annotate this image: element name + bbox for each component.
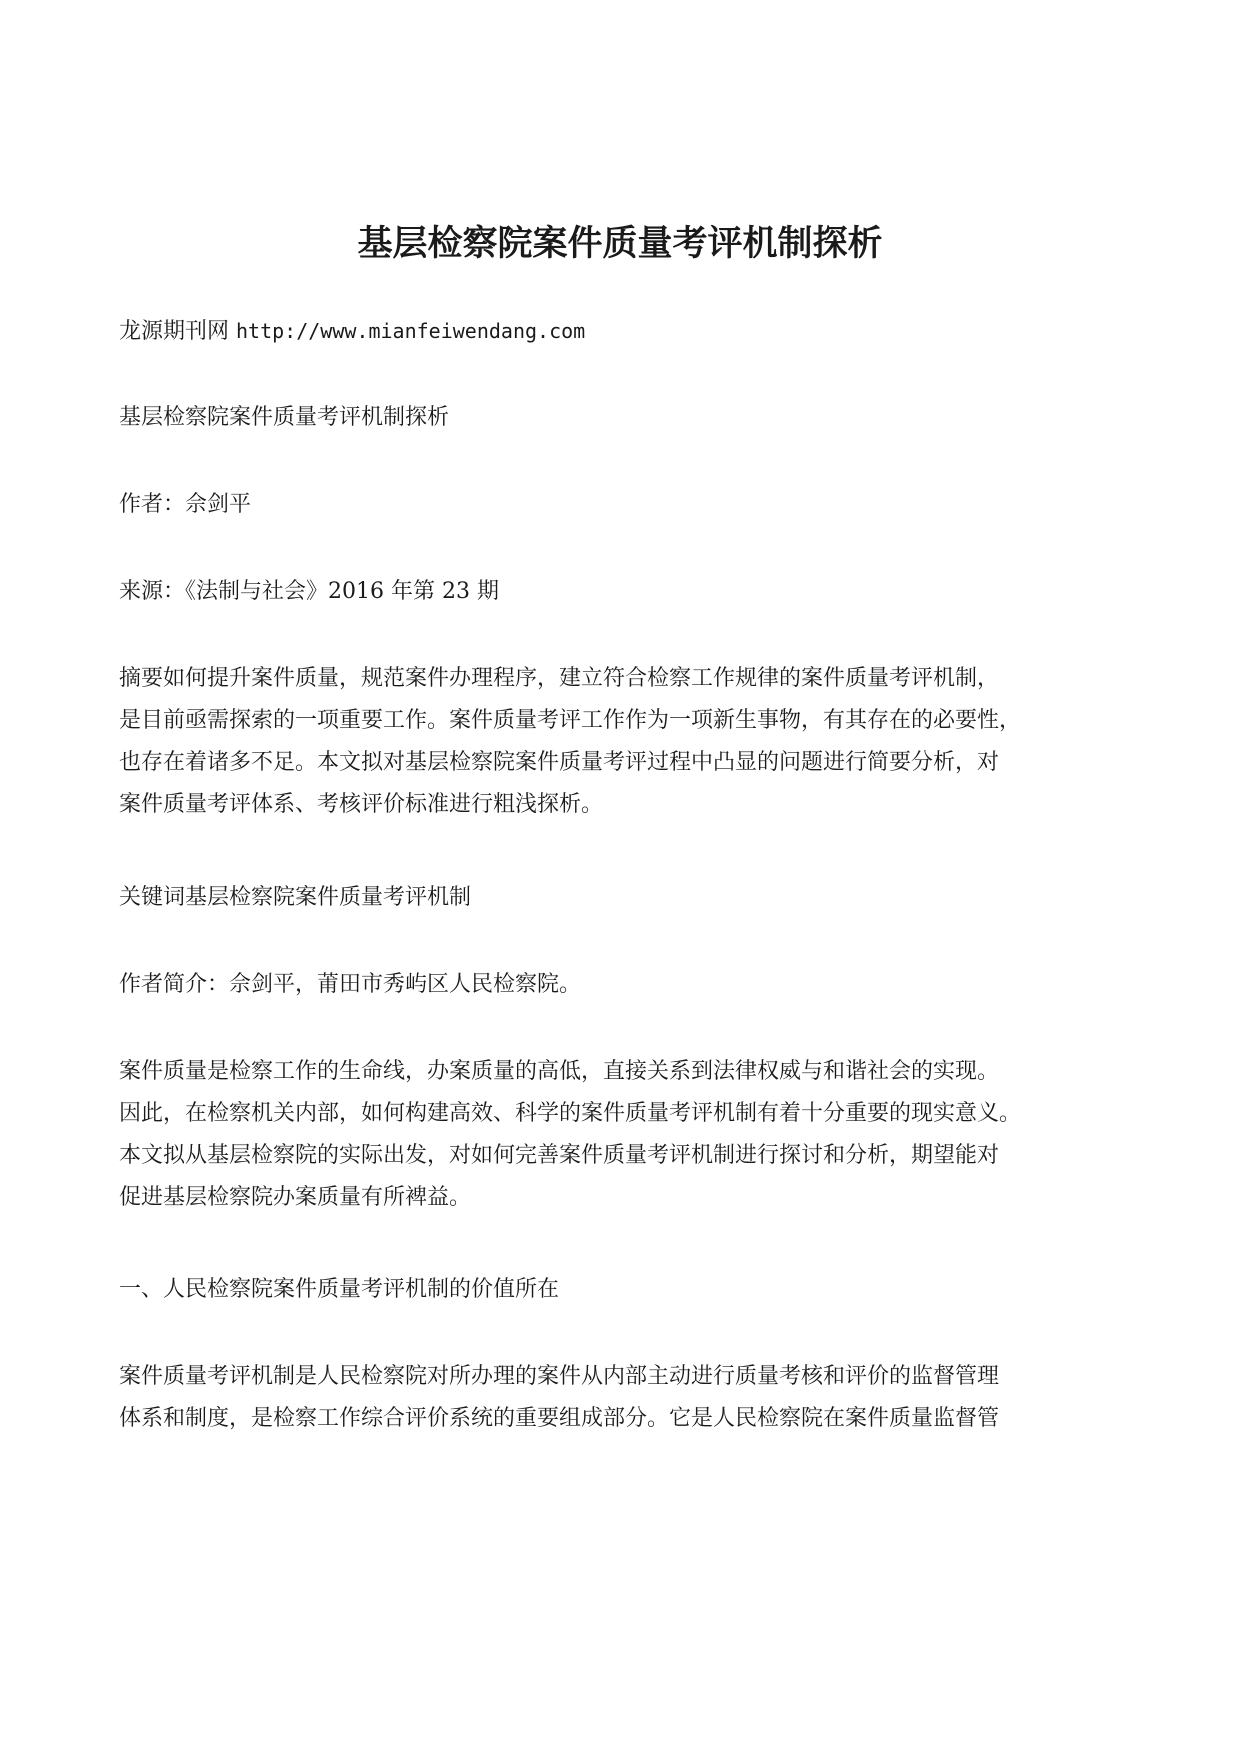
abstract-line: 案件质量考评体系、考核评价标准进行粗浅探析。 [119, 792, 604, 817]
document-title: 基层检察院案件质量考评机制探析 [357, 224, 883, 264]
source-site-url[interactable]: http://www.mianfeiwendang.com [236, 319, 586, 343]
section-heading: 一、人民检察院案件质量考评机制的价值所在 [119, 1277, 560, 1302]
section-body-line: 案件质量考评机制是人民检察院对所办理的案件从内部主动进行质量考核和评价的监督管理 [119, 1364, 1000, 1389]
source-line: 来源：《法制与社会》2016 年第 23 期 [119, 579, 499, 604]
abstract-line: 摘要如何提升案件质量，规范案件办理程序，建立符合检察工作规律的案件质量考评机制， [119, 666, 1000, 691]
abstract-paragraph [119, 658, 1129, 826]
keywords-line: 关键词基层检察院案件质量考评机制 [119, 885, 472, 910]
intro-paragraph [119, 1051, 1129, 1219]
author-line: 作者：佘剑平 [119, 492, 252, 517]
intro-line: 案件质量是检察工作的生命线，办案质量的高低，直接关系到法律权威与和谐社会的实现。 [119, 1059, 1000, 1084]
intro-line: 因此，在检察机关内部，如何构建高效、科学的案件质量考评机制有着十分重要的现实意义。 [119, 1101, 1022, 1126]
source-site-name: 龙源期刊网 [119, 319, 230, 344]
section-body-paragraph [119, 1356, 1129, 1440]
source-site-line [119, 316, 1129, 347]
abstract-line: 是目前亟需探索的一项重要工作。案件质量考评工作作为一项新生事物，有其存在的必要性， [119, 708, 1022, 733]
abstract-line: 也存在着诸多不足。本文拟对基层检察院案件质量考评过程中凸显的问题进行简要分析，对 [119, 750, 1000, 775]
intro-line: 促进基层检察院办案质量有所裨益。 [119, 1185, 472, 1210]
section-body-line: 体系和制度，是检察工作综合评价系统的重要组成部分。它是人民检察院在案件质量监督管 [119, 1406, 1000, 1431]
intro-line: 本文拟从基层检察院的实际出发，对如何完善案件质量考评机制进行探讨和分析，期望能对 [119, 1143, 1000, 1168]
article-subtitle: 基层检察院案件质量考评机制探析 [119, 405, 450, 430]
author-bio-line: 作者简介：佘剑平，莆田市秀屿区人民检察院。 [119, 972, 582, 997]
